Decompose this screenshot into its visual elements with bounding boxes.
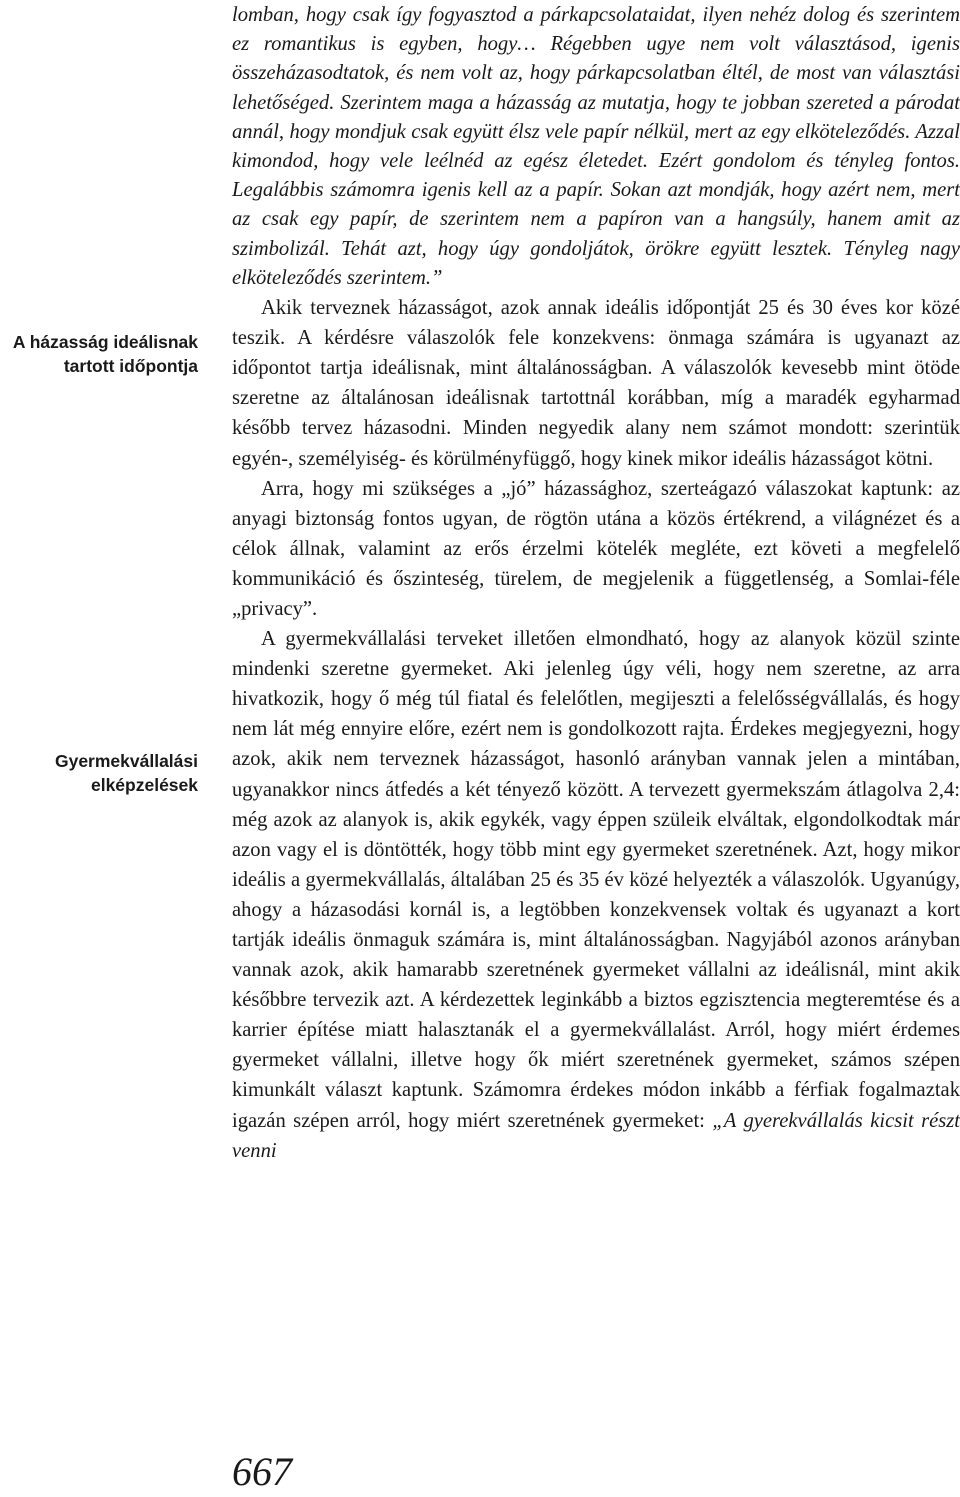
paragraph-childbearing-text: A gyermekvállalási terveket illetően elmondható, hogy az alanyok közül szinte mindenki szeretne gyermeket. Aki jelenleg úgy véli, hogy nem szeretne, az arra hivatkozik, hogy ő még túl fiatal és felelőtlen, megijeszti a felelősségvállalás, és hogy nem lát még ennyire előre, ezért nem is gondolkozott rajta. Érdekes megjegyezni, hogy azok, akik nem terveznek házasságot, hasonló arányban vannak jelen a mintában, ugyanakkor nincs átfedés a két tényező között. A tervezett gyermekszám átlagolva 2,4: még azok az alanyok is, akik egykék, vagy éppen szüleik elváltak, elgondolkodtak már azon vagy el is döntötték, hogy több mint egy gyermeket szeretnének. Azt, hogy mikor ideális a gyermekvállalás, általában 25 és 35 év közé helyezték a válaszolók. Ugyanúgy, ahogy a házasodási kornál is, a legtöbben konzekvensek voltak és ugyanazt a kort tartják ideális önmaguk számára is, mint általánosságban. Nagyjából azonos arányban vannak azok, akik hamarabb szeretnének gyermeket vállalni az ideálisnál, mint akik későbbre tervezik azt. A kérdezettek leginkább a biztos egzisztencia megteremtése és a karrier építése miatt halasztanák el a gyermekvállalást. Arról, hogy miért érdemes gyermeket vállalni, illetve hogy ők miért szeretnének gyermeket, számos szépen kimunkált választ kaptunk. Számomra érdekes módon inkább a férfiak fogalmaztak igazán szépen arról, hogy miért szeretnének gyermeket:	[232, 628, 960, 1132]
paragraph-good-marriage: Arra, hogy mi szükséges a „jó” házassághoz, szerteágazó válaszokat kaptunk: az anyagi biztonság fontos ugyan, de rögtön utána a közös értékrend, a világnézet és a célok állnak, valamint az erős érzelmi kötelék megléte, ezt követi a megfelelő kommunikáció és őszinteség, türelem, de megjelenik a függetlenség, a Somlai-féle „privacy”.	[232, 477, 960, 620]
margin-note-childbearing-plans: Gyermekvállalási elképzelések	[54, 751, 198, 795]
paragraph-childbearing	[232, 624, 960, 1166]
paragraph-marriage-age: Akik terveznek házasságot, azok annak ideális időpontját 25 és 30 éves kor közé teszik. A kérdésre válaszolók fele konzekvens: önmaga számára is ugyanazt az időpontot tartja ideálisnak, mint általánosságban. A válaszolók kevesebb mint ötöde szeretne az általánosan ideálisnak tartottnál korábban, míg a maradék egyharmad később tervez házasodni. Minden negyedik alany nem számot mondott: szerintük egyén-, személyiség- és körülményfüggő, hogy kinek mikor ideális házasságot kötni.	[232, 297, 960, 470]
margin-note-ideal-marriage-time: A házasság ideálisnak tartott időpontja	[12, 332, 198, 376]
paragraph-childbearing-quote: „A gyerekvállalás kicsit részt venni	[232, 1109, 960, 1162]
interview-quote: lomban, hogy csak így fogyasztod a párkapcsolataidat, ilyen nehéz dolog és szerintem ez romantikus is egyben, hogy… Régebben ugye nem volt választásod, igenis összeházasodtatok, és nem volt az, hogy párkapcsolatban éltél, de most van választási lehetőséged. Szerintem maga a házasság az mutatja, hogy te jobban szereted a párodat annál, hogy mondjuk csak együtt élsz vele papír nélkül, mert az egy elköteleződés. Azzal kimondod, hogy vele leélnéd az egész életedet. Ezért gondolom és tényleg fontos. Legalábbis számomra igenis kell az a papír. Sokan azt mondják, hogy azért nem, mert az csak egy papír, de szerintem nem a papíron van a hangsúly, hanem amit az szimbolizál. Tehát azt, hogy úgy gondoljátok, örökre együtt lesztek. Tényleg nagy elköteleződés szerintem.”	[232, 4, 960, 289]
body-text	[232, 0, 960, 1166]
page-number: 667	[232, 1449, 292, 1494]
